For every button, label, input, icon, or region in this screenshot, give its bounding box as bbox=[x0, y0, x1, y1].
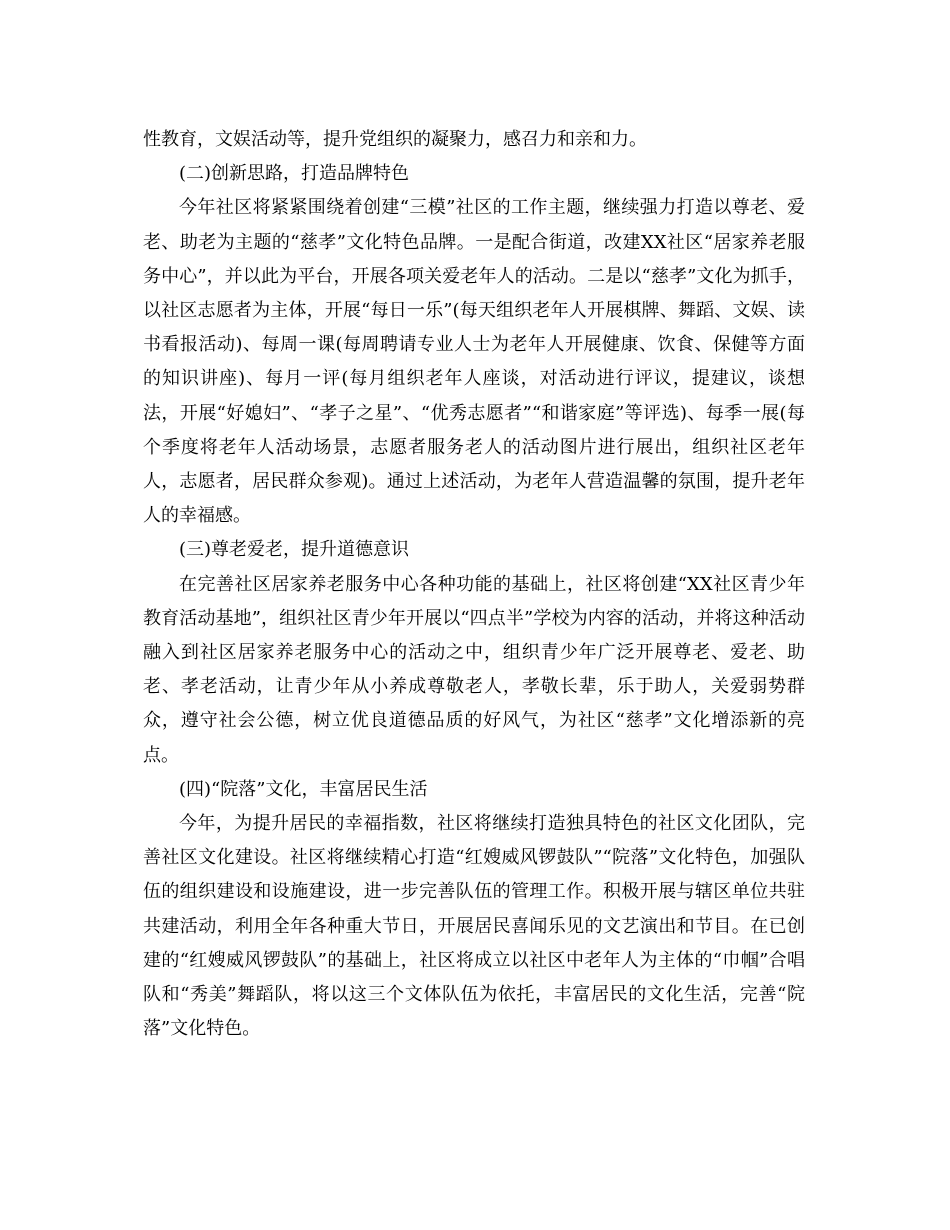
section-heading-3: (三)尊老爱老，提升道德意识 bbox=[179, 539, 410, 561]
paragraph-section-4: 今年，为提升居民的幸福指数，社区将继续打造独具特色的社区文化团队，完善社区文化建设。社区将继续精心打造“红嫂威风锣鼓队”“院落”文化特色，加强队伍的组织建设和设施建设，进一步完善队伍的管理工作。积极开展与辖区单位共驻共建活动，利用全年各种重大节日，开展居民喜闻乐见的文艺演出和节目。在已创建的“红嫂威风锣鼓队”的基础上，社区将成立以社区中老年人为主体的“巾帼”合唱队和“秀美”舞蹈队，将以这三个文体队伍为依托，丰富居民的文化生活，完善“院落”文化特色。 bbox=[143, 813, 805, 1040]
section-heading-4: (四)“院落”文化，丰富居民生活 bbox=[179, 778, 428, 800]
document-page bbox=[143, 123, 805, 1046]
paragraph-continuation: 性教育，文娱活动等，提升党组织的凝聚力，感召力和亲和力。 bbox=[143, 129, 647, 150]
paragraph-section-3: 在完善社区居家养老服务中心各种功能的基础上，社区将创建“XX社区青少年教育活动基地”，组织社区青少年开展以“四点半”学校为内容的活动，并将这种活动融入到社区居家养老服务中心的活动之中，组织青少年广泛开展尊老、爱老、助老、孝老活动，让青少年从小养成尊敬老人，孝敬长辈，乐于助人，关爱弱势群众，遵守社会公德，树立优良道德品质的好风气，为社区“慈孝”文化增添新的亮点。 bbox=[143, 573, 805, 766]
paragraph-section-2: 今年社区将紧紧围绕着创建“三模”社区的工作主题，继续强力打造以尊老、爱老、助老为主题的“慈孝”文化特色品牌。一是配合街道，改建XX社区“居家养老服务中心”，并以此为平台，开展各项关爱老年人的活动。二是以“慈孝”文化为抓手，以社区志愿者为主体，开展“每日一乐”(每天组织老年人开展棋牌、舞蹈、文娱、读书看报活动)、每周一课(每周聘请专业人士为老年人开展健康、饮食、保健等方面的知识讲座)、每月一评(每月组织老年人座谈，对活动进行评议，提建议，谈想法，开展“好媳妇”、“孝子之星”、“优秀志愿者”“和谐家庭”等评选)、每季一展(每个季度将老年人活动场景，志愿者服务老人的活动图片进行展出，组织社区老年人，志愿者，居民群众参观)。通过上述活动，为老年人营造温馨的氛围，提升老年人的幸福感。 bbox=[143, 197, 805, 527]
section-heading-2: (二)创新思路，打造品牌特色 bbox=[179, 163, 410, 185]
